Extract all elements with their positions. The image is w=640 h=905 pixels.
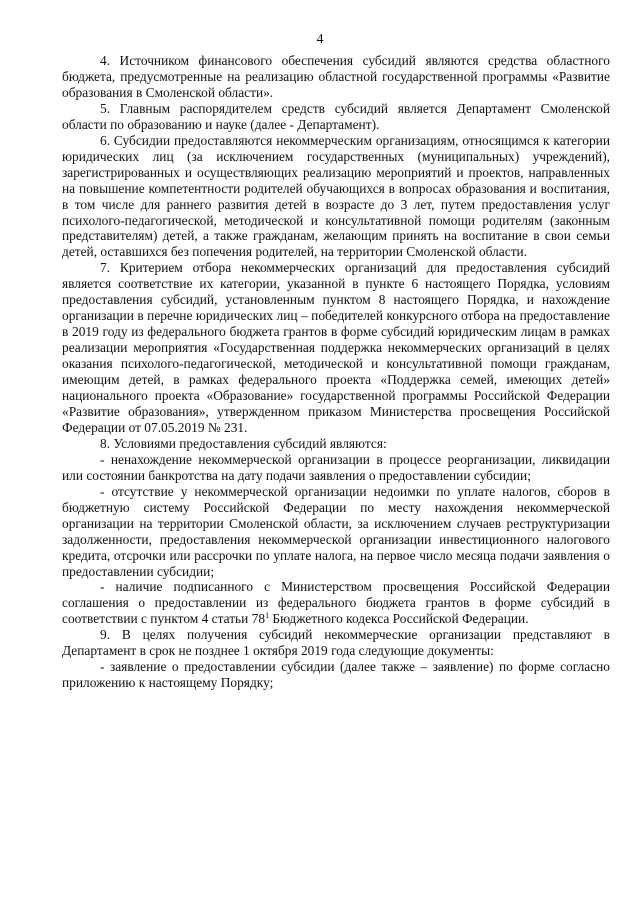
paragraph-8-item-agreement bbox=[62, 579, 610, 627]
paragraph-4: 4. Источником финансового обеспечения субсидий являются средства областного бюджета, предусмотренные на реализацию областной государственной программы «Развитие образования в Смоленской области». bbox=[62, 53, 610, 100]
footnote-superscript: 1 bbox=[265, 611, 270, 621]
paragraph-8-item-agreement-tail: Бюджетного кодекса Российской Федерации. bbox=[269, 611, 529, 627]
document-body bbox=[62, 53, 610, 691]
paragraph-5: 5. Главным распорядителем средств субсидий является Департамент Смоленской области по образованию и науке (далее - Департамент). bbox=[62, 100, 610, 132]
paragraph-8: 8. Условиями предоставления субсидий являются: bbox=[100, 435, 387, 451]
page-number: 4 bbox=[316, 32, 324, 47]
paragraph-8-item-reorganization: - ненахождение некоммерческой организации в процессе реорганизации, ликвидации или состоянии банкротства на дату подачи заявления о предоставлении субсидии; bbox=[62, 451, 610, 483]
paragraph-6: 6. Субсидии предоставляются некоммерческим организациям, относящимся к категории юридических лиц (за исключением государственных (муниципальных) учреждений), зарегистрированных и осуществляющих реализацию мероприятий и проектов, направленных на повышение компетентности родителей обучающихся в вопросах образования и воспитания, в том числе для раннего развития детей в возрасте до 3 лет, путем предоставления услуг психолого-педагогической, методической и консультативной помощи родителям (законным представителям) детей, а также гражданам, желающим принять на воспитание в свои семьи детей, оставшихся без попечения родителей, на территории Смоленской области. bbox=[62, 132, 610, 260]
paragraph-9-item-application: - заявление о предоставлении субсидии (далее также – заявление) по форме согласно приложению к настоящему Порядку; bbox=[62, 659, 610, 691]
paragraph-8-item-arrears: - отсутствие у некоммерческой организации недоимки по уплате налогов, сборов в бюджетную систему Российской Федерации по месту нахождения некоммерческой организации на территории Смоленской области, за исключением случаев реструктуризации задолженности, предоставления некоммерческой организации инвестиционного налогового кредита, отсрочки или рассрочки по уплате налога, на первое число месяца подачи заявления о предоставлении субсидии; bbox=[62, 483, 610, 579]
paragraph-8-item-agreement-text: - наличие подписанного с Министерством просвещения Российской Федерации соглашения о предоставлении из федерального бюджета грантов в форме субсидий в соответствии с пунктом 4 статьи 78 bbox=[62, 579, 610, 627]
paragraph-9: 9. В целях получения субсидий некоммерческие организации представляют в Департамент в срок не позднее 1 октября 2019 года следующие документы: bbox=[62, 627, 610, 659]
paragraph-7: 7. Критерием отбора некоммерческих организаций для предоставления субсидий является соответствие их категории, указанной в пункте 6 настоящего Порядка, условиям предоставления субсидий, установленным пунктом 8 настоящего Порядка, и нахождение организации в перечне юридических лиц – победителей конкурсного отбора на предоставление в 2019 году из федерального бюджета грантов в форме субсидий юридическим лицам в рамках реализации мероприятия «Государственная поддержка некоммерческих организаций в целях оказания психолого-педагогической, методической и консультативной помощи гражданам, имеющим детей, в рамках федерального проекта «Поддержка семей, имеющих детей» национального проекта «Образование» государственной программы Российской Федерации «Развитие образования», утвержденном приказом Министерства просвещения Российской Федерации от 07.05.2019 № 231. bbox=[62, 260, 610, 435]
